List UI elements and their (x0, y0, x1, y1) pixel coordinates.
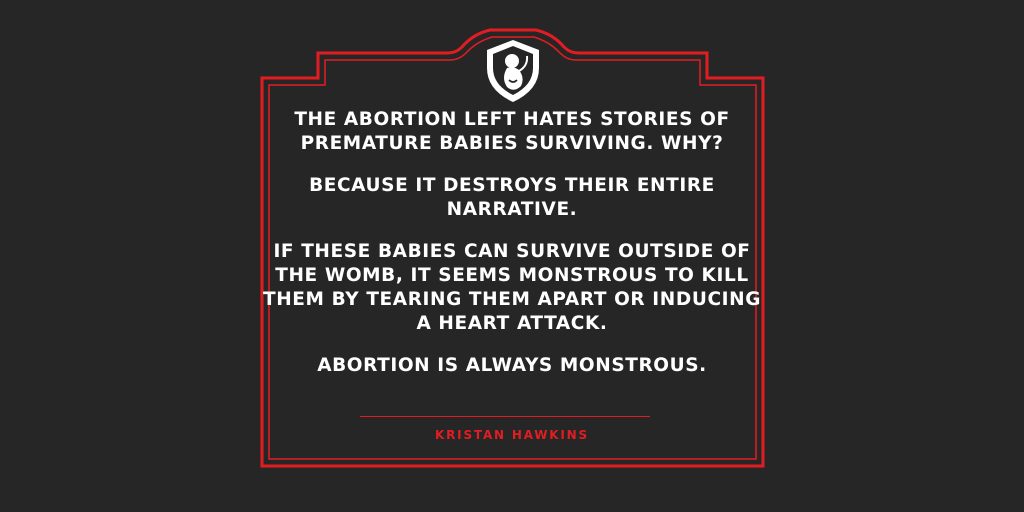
quote-paragraph-4: ABORTION IS ALWAYS MONSTROUS. (317, 355, 707, 376)
author-name: KRISTAN HAWKINS (435, 428, 589, 442)
quote-paragraph-2: BECAUSE IT DESTROYS THEIR ENTIRE NARRATIVE. (309, 175, 715, 220)
shield-fetus-icon (483, 38, 543, 104)
quote-paragraph-1: THE ABORTION LEFT HATES STORIES OF PREMATURE BABIES SURVIVING. WHY? (294, 109, 730, 154)
divider-line (360, 416, 650, 417)
quote-text (262, 108, 762, 378)
quote-paragraph-3: IF THESE BABIES CAN SURVIVE OUTSIDE OF THE WOMB, IT SEEMS MONSTROUS TO KILL THEM BY TEARING THEM APART OR INDUCING A HEART ATTACK. (263, 241, 761, 334)
